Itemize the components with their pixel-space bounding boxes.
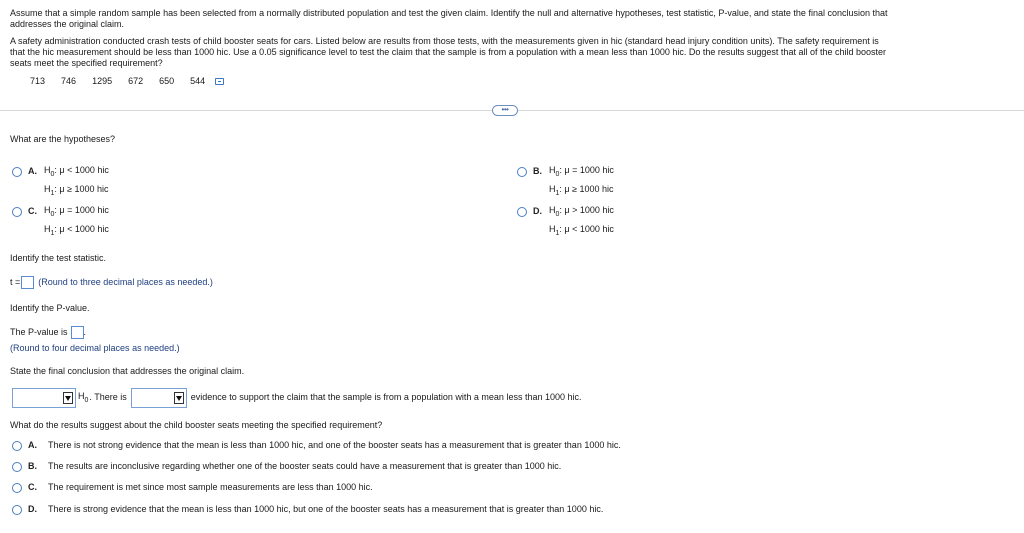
option-letter: C. xyxy=(28,206,37,216)
option-text: The results are inconclusive regarding whether one of the booster seats could have a measurement that is greater than 1000 hic. xyxy=(48,461,562,471)
instruction-line-1: Assume that a simple random sample has been selected from a normally distributed population and test the given claim. Identify the null and alternative hypotheses, test statistic, P-value, and state the final conclusion that xyxy=(10,8,888,18)
conclusion-mid-text: . There is xyxy=(89,392,127,403)
option-text: There is strong evidence that the mean is less than 1000 hic, but one of the booster seats has a measurement that is greater than 1000 hic. xyxy=(48,504,604,514)
conclusion-end-text: evidence to support the claim that the sample is from a population with a mean less than 1000 hic. xyxy=(190,392,582,403)
p-value-label: The P-value is xyxy=(10,326,68,337)
t-round-hint: (Round to three decimal places as needed.) xyxy=(38,276,213,287)
final-question: What do the results suggest about the child booster seats meeting the specified requirement? xyxy=(10,420,383,430)
radio-button[interactable] xyxy=(12,462,22,472)
data-values xyxy=(30,76,224,87)
expand-more-button[interactable]: ••• xyxy=(492,105,518,116)
test-statistic-row xyxy=(10,276,213,289)
data-value: 1295 xyxy=(92,76,113,86)
instruction-line-2: addresses the original claim. xyxy=(10,19,125,30)
radio-button[interactable] xyxy=(12,207,22,217)
option-letter: C. xyxy=(28,482,37,492)
p-value-question: Identify the P-value. xyxy=(10,303,90,313)
radio-button[interactable] xyxy=(517,167,527,177)
scenario-line-2: that the hic measurement should be less than 1000 hic. Use a 0.05 significance level to test the claim that the sample is from a population with a mean less than 1000 hic. Do the results suggest that all of the child booster xyxy=(10,46,886,57)
hypothesis-option-b[interactable] xyxy=(517,166,614,201)
radio-button[interactable] xyxy=(12,505,22,515)
test-statistic-question: Identify the test statistic. xyxy=(10,253,107,263)
data-value: 544 xyxy=(190,76,206,86)
radio-button[interactable] xyxy=(12,483,22,493)
conclusion-question: State the final conclusion that addresses the original claim. xyxy=(10,366,245,376)
copy-data-icon[interactable] xyxy=(215,78,224,85)
hypothesis-pair: $H_0$: μ < 1000 hic $H_1$: μ ≥ 1000 hic xyxy=(44,165,109,197)
data-value: 672 xyxy=(128,76,144,86)
option-letter: D. xyxy=(28,504,37,514)
option-letter: D. xyxy=(533,206,542,216)
hypothesis-option-c[interactable] xyxy=(12,206,109,241)
data-value: 650 xyxy=(159,76,175,86)
scenario-line-1: A safety administration conducted crash tests of child booster seats for cars. Listed below are results from those tests, with the measurements given in hic (standard head injury condition units). The safety requirement is xyxy=(10,35,879,46)
hypothesis-pair: $H_0$: μ = 1000 hic $H_1$: μ < 1000 hic xyxy=(44,205,109,237)
hypothesis-option-d[interactable] xyxy=(517,206,614,241)
radio-button[interactable] xyxy=(517,207,527,217)
t-label: t = xyxy=(10,276,21,287)
option-text: The requirement is met since most sample measurements are less than 1000 hic. xyxy=(48,482,373,492)
data-value: 713 xyxy=(30,76,46,86)
final-option-c[interactable] xyxy=(12,482,373,493)
hypothesis-pair: $H_0$: μ = 1000 hic $H_1$: μ ≥ 1000 hic xyxy=(549,165,614,197)
evidence-strength-select[interactable] xyxy=(131,388,187,408)
conclusion-row xyxy=(12,388,582,408)
reject-decision-select[interactable] xyxy=(12,388,76,408)
scenario-line-3: seats meet the specified requirement? xyxy=(10,58,163,68)
hypothesis-pair: $H_0$: μ > 1000 hic $H_1$: μ < 1000 hic xyxy=(549,205,614,237)
option-letter: A. xyxy=(28,440,37,450)
radio-button[interactable] xyxy=(12,441,22,451)
data-value: 746 xyxy=(61,76,77,86)
radio-button[interactable] xyxy=(12,167,22,177)
option-letter: B. xyxy=(533,166,542,176)
option-letter: A. xyxy=(28,166,37,176)
option-text: There is not strong evidence that the mean is less than 1000 hic, and one of the booster seats has a measurement that is greater than 1000 hic. xyxy=(48,440,621,450)
dropdown-arrow-icon[interactable] xyxy=(63,392,73,404)
p-value-row xyxy=(10,326,86,339)
p-value-period: . xyxy=(83,326,87,337)
final-option-d[interactable] xyxy=(12,504,603,515)
option-letter: B. xyxy=(28,461,37,471)
final-option-b[interactable] xyxy=(12,461,561,472)
problem-statement xyxy=(10,8,1014,69)
p-value-round-hint: (Round to four decimal places as needed.) xyxy=(10,343,180,353)
p-value-input[interactable] xyxy=(71,326,84,339)
hypotheses-question: What are the hypotheses? xyxy=(10,134,116,144)
final-option-a[interactable] xyxy=(12,440,621,451)
hypothesis-option-a[interactable] xyxy=(12,166,109,201)
h0-label: $H_0$ xyxy=(78,390,89,404)
t-value-input[interactable] xyxy=(21,276,34,289)
dropdown-arrow-icon[interactable] xyxy=(174,392,184,404)
